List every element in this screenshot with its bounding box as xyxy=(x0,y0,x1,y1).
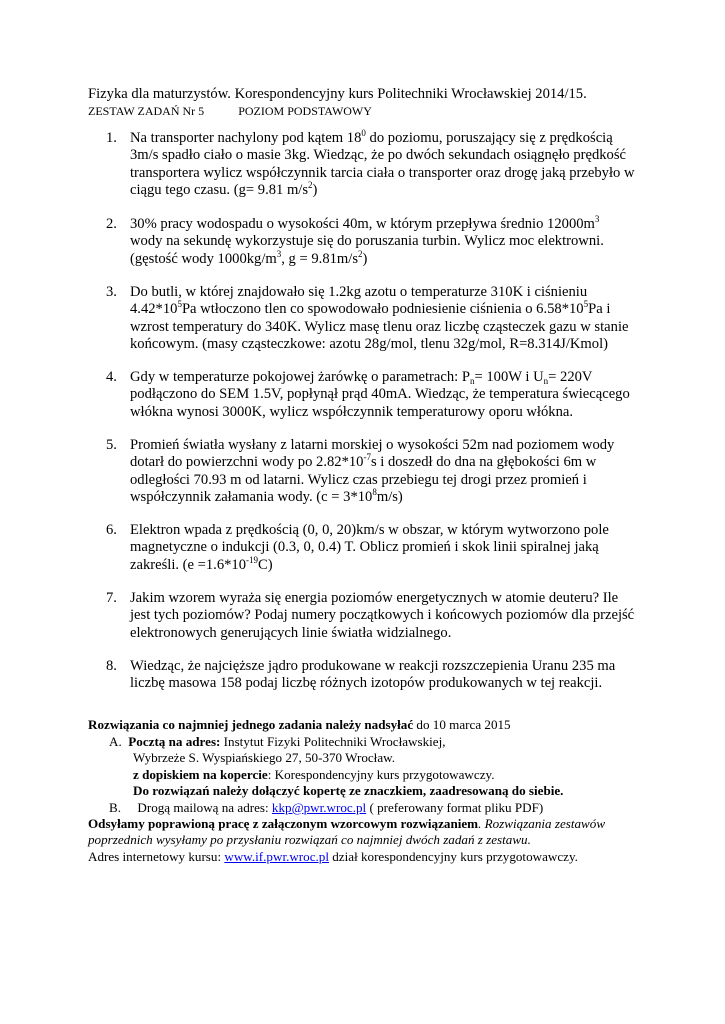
website-link[interactable]: www.if.pwr.wroc.pl xyxy=(224,849,329,864)
option-b-marker: B. xyxy=(109,800,122,815)
task-line: magnetyczne o indukcji (0.3, 0, 0.4) T. Oblicz promień i skok linii spiralnej jaką xyxy=(130,539,599,556)
task-line: Promień światła wysłany z latarni morskiej o wysokości 52m nad poziomem wody xyxy=(130,437,615,453)
task-line: ciągu tego czasu. (g= 9.81 $m/s^2$) xyxy=(130,180,318,199)
task-line: transportera wylicz współczynnik tarcia ciała o transporter oraz drogę jaką przebyło w xyxy=(130,164,635,181)
deadline-line xyxy=(88,717,511,733)
website-suffix: dział korespondencyjny kurs przygotowawczy. xyxy=(328,849,578,864)
envelope-note xyxy=(133,767,494,783)
email-link[interactable]: kkp@pwr.wroc.pl xyxy=(271,800,367,815)
task-line: współczynnik załamania wody. $(c = 3*10^8m/s)$ xyxy=(130,487,403,506)
task-item xyxy=(96,658,648,693)
task-line: Gdy w temperaturze pokojowej żarówkę o parametrach: $P_n= 100W$ i $U_n= 220V$ xyxy=(130,369,593,386)
task-number: 7. xyxy=(106,590,117,606)
postal-institute: Instytut Fizyki Politechniki Wrocławskiej, xyxy=(220,734,446,749)
task-item xyxy=(96,437,648,507)
task-line: $4.42*10^5Pa$ wtłoczono tlen co spowodowało podniesienie ciśnienia o $6.58*10^5Pa$ i xyxy=(130,299,611,318)
task-line: liczbę masowa 158 podaj liczbę różnych izotopów produkowanych w tej reakcji. xyxy=(130,675,603,692)
email-option xyxy=(109,800,543,816)
return-policy-bold: Odsyłamy poprawioną pracę z załączonym wzorcowym rozwiązaniem xyxy=(88,816,479,831)
task-line: 30% pracy wodospadu o wysokości 40m, w którym przepływa średnio $12000m^3$ xyxy=(130,214,600,232)
return-policy-continued xyxy=(88,832,531,848)
postal-address: Wybrzeże S. Wyspiańskiego 27, 50-370 Wrocław. xyxy=(133,750,396,765)
set-label: ZESTAW ZADAŃ Nr 5 xyxy=(88,104,205,118)
postal-option xyxy=(109,734,445,750)
task-line: Na transporter nachylony pod kątem $18^0$ do poziomu, poruszający się z prędkością xyxy=(130,128,613,146)
task-line: końcowym. (masy cząsteczkowe: azotu 28g/mol, tlenu 32g/mol, R=8.314J/Kmol) xyxy=(130,336,608,353)
task-item xyxy=(96,369,648,421)
task-line: elektronowych generujących linie światła widzialnego. xyxy=(130,624,452,641)
return-policy-italic-2: poprzednich wysyłamy po przysłaniu rozwiązań co najmniej dwóch zadań z zestawu. xyxy=(88,832,531,847)
task-text xyxy=(130,369,648,421)
document-title: Fizyka dla maturzystów. Korespondencyjny kurs Politechniki Wrocławskiej 2014/15. xyxy=(88,86,587,102)
task-line: podłączono do SEM 1.5V, popłynął prąd 40mA. Wiedząc, że temperatura świecącego xyxy=(130,386,630,403)
task-text xyxy=(130,130,648,200)
task-line: 3m/s spadło ciało o masie 3kg. Wiedząc, że po dwóch sekundach osiągnęło prędkość xyxy=(130,147,627,164)
task-text xyxy=(130,590,648,642)
return-policy xyxy=(88,816,605,832)
envelope-note-text: : Korespondencyjny kurs przygotowawczy. xyxy=(267,767,495,782)
postal-label: Pocztą na adres: xyxy=(128,734,221,749)
set-info xyxy=(88,104,372,119)
task-text xyxy=(130,216,648,268)
task-text xyxy=(130,658,648,693)
task-line: wody na sekundę wykorzystuje się do poruszania turbin. Wylicz moc elektrowni. xyxy=(130,233,604,250)
return-policy-italic: . Rozwiązania zestawów xyxy=(478,816,606,831)
task-number: 1. xyxy=(106,130,117,146)
task-line: zakreśli. $(e =1.6*10^{-19}C)$ xyxy=(130,554,273,573)
task-text xyxy=(130,522,648,574)
task-text xyxy=(130,437,648,507)
task-item xyxy=(96,216,648,268)
task-text xyxy=(130,284,648,354)
deadline-date: do 10 marca 2015 xyxy=(413,717,511,732)
email-format-note: ( preferowany format pliku PDF) xyxy=(366,800,544,815)
task-line: odległości 70.93 m od latarni. Wylicz czas przebiegu tej drogi przez promień i xyxy=(130,471,587,488)
task-line: włókna wynosi 3000K, wylicz współczynnik temperaturowy oporu włókna. xyxy=(130,403,574,420)
deadline-bold: Rozwiązania co najmniej jednego zadania należy nadsyłać xyxy=(88,717,414,732)
website-line xyxy=(88,849,578,865)
task-line: (gęstość wody $1000kg/m^3$, $g = 9.81m/s^2$) xyxy=(130,248,368,267)
task-line: dotarł do powierzchni wody po $2.82*10^{-7}s$ i doszedł do dna na głębokości 6m w xyxy=(130,452,597,471)
task-line: Wiedząc, że najcięższe jądro produkowane w reakcji rozszczepienia Uranu 235 ma xyxy=(130,658,616,674)
task-line: Elektron wpada z prędkością (0, 0, 20)km/s w obszar, w którym wytworzono pole xyxy=(130,522,609,538)
task-item xyxy=(96,522,648,574)
task-number: 3. xyxy=(106,284,117,300)
envelope-note-bold: z dopiskiem na kopercie xyxy=(133,767,268,782)
task-item xyxy=(96,590,648,642)
email-label: Drogą mailową na adres: xyxy=(137,800,272,815)
task-item xyxy=(96,130,648,200)
task-line: jest tych poziomów? Podaj numery początkowych i końcowych poziomów dla przejść xyxy=(130,607,635,624)
level-label: POZIOM PODSTAWOWY xyxy=(238,104,372,118)
option-a-marker: A. xyxy=(109,734,122,749)
task-line: Jakim wzorem wyraża się energia poziomów energetycznych w atomie deuteru? Ile xyxy=(130,590,619,606)
envelope-requirement-text: Do rozwiązań należy dołączyć kopertę ze znaczkiem, zaadresowaną do siebie. xyxy=(133,783,564,798)
task-number: 4. xyxy=(106,369,117,385)
website-label: Adres internetowy kursu: xyxy=(88,849,225,864)
task-number: 2. xyxy=(106,216,117,232)
envelope-requirement xyxy=(133,783,563,799)
task-number: 8. xyxy=(106,658,117,674)
task-line: wzrost temperatury do 340K. Wylicz masę tlenu oraz liczbę cząsteczek gazu w stanie xyxy=(130,318,629,335)
task-line: Do butli, w której znajdowało się 1.2kg azotu o temperaturze 310K i ciśnieniu xyxy=(130,284,588,300)
task-number: 6. xyxy=(106,522,117,538)
task-item xyxy=(96,284,648,354)
task-number: 5. xyxy=(106,437,117,453)
